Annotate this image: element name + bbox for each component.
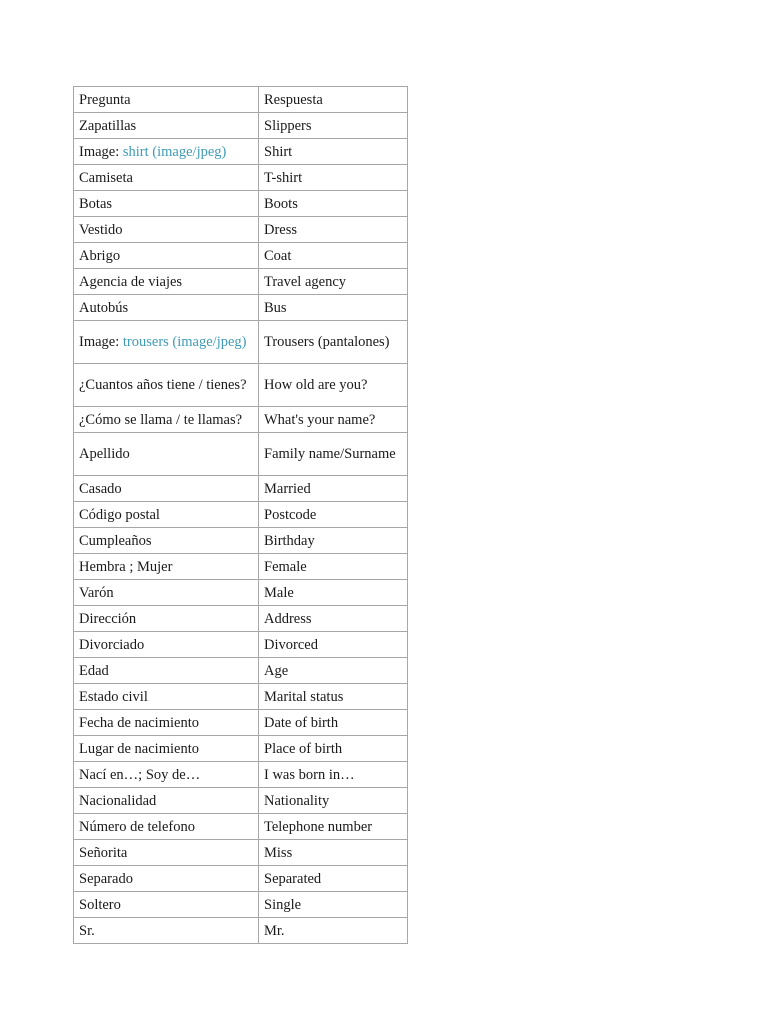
- answer-cell: Place of birth: [259, 736, 408, 762]
- answer-cell: Married: [259, 476, 408, 502]
- question-cell: Camiseta: [74, 165, 259, 191]
- table-row: [74, 606, 408, 632]
- question-cell: Botas: [74, 191, 259, 217]
- question-cell: Hembra ; Mujer: [74, 554, 259, 580]
- answer-cell: Dress: [259, 217, 408, 243]
- table-row: [74, 476, 408, 502]
- question-cell: Agencia de viajes: [74, 269, 259, 295]
- table-row: [74, 762, 408, 788]
- question-cell: ¿Cuantos años tiene / tienes?: [74, 364, 259, 407]
- table-row: [74, 580, 408, 606]
- question-cell: Edad: [74, 658, 259, 684]
- answer-cell: Nationality: [259, 788, 408, 814]
- table-row: [74, 407, 408, 433]
- table-row: [74, 165, 408, 191]
- table-row: [74, 840, 408, 866]
- question-cell: Abrigo: [74, 243, 259, 269]
- table-row: [74, 191, 408, 217]
- answer-cell: Male: [259, 580, 408, 606]
- table-row: [74, 658, 408, 684]
- table-row: [74, 364, 408, 407]
- answer-cell: Address: [259, 606, 408, 632]
- table-row: [74, 321, 408, 364]
- table-row: [74, 918, 408, 944]
- table-row: [74, 710, 408, 736]
- question-cell: Lugar de nacimiento: [74, 736, 259, 762]
- answer-cell: Family name/Surname: [259, 433, 408, 476]
- question-cell: Zapatillas: [74, 113, 259, 139]
- image-prefix: Image:: [79, 143, 123, 160]
- table-row: [74, 243, 408, 269]
- answer-cell: Miss: [259, 840, 408, 866]
- header-answer: Respuesta: [259, 87, 408, 113]
- answer-cell: Age: [259, 658, 408, 684]
- answer-cell: I was born in…: [259, 762, 408, 788]
- table-row: [74, 528, 408, 554]
- table-row: [74, 502, 408, 528]
- table-row: [74, 892, 408, 918]
- table-row: [74, 632, 408, 658]
- table-row: [74, 554, 408, 580]
- question-cell: Fecha de nacimiento: [74, 710, 259, 736]
- table-row: [74, 217, 408, 243]
- question-cell: Dirección: [74, 606, 259, 632]
- table-row: [74, 736, 408, 762]
- answer-cell: Single: [259, 892, 408, 918]
- question-cell: Varón: [74, 580, 259, 606]
- answer-cell: Telephone number: [259, 814, 408, 840]
- table-row: [74, 433, 408, 476]
- answer-cell: Divorced: [259, 632, 408, 658]
- question-cell: Código postal: [74, 502, 259, 528]
- answer-cell: Mr.: [259, 918, 408, 944]
- answer-cell: Coat: [259, 243, 408, 269]
- answer-cell: T-shirt: [259, 165, 408, 191]
- question-cell: Cumpleaños: [74, 528, 259, 554]
- table-row: [74, 814, 408, 840]
- answer-cell: Postcode: [259, 502, 408, 528]
- table-row: [74, 788, 408, 814]
- question-cell: Casado: [74, 476, 259, 502]
- vocabulary-table: [73, 86, 408, 944]
- question-cell: Señorita: [74, 840, 259, 866]
- table-row: [74, 139, 408, 165]
- header-question: Pregunta: [74, 87, 259, 113]
- question-cell: Separado: [74, 866, 259, 892]
- question-cell: Vestido: [74, 217, 259, 243]
- image-prefix: Image:: [79, 334, 123, 350]
- answer-cell: Marital status: [259, 684, 408, 710]
- question-cell: Apellido: [74, 433, 259, 476]
- table-row: [74, 866, 408, 892]
- question-cell: [74, 321, 259, 364]
- question-cell: Estado civil: [74, 684, 259, 710]
- question-cell: Soltero: [74, 892, 259, 918]
- answer-cell: What's your name?: [259, 407, 408, 433]
- answer-cell: Boots: [259, 191, 408, 217]
- question-cell: Número de telefono: [74, 814, 259, 840]
- question-cell: Sr.: [74, 918, 259, 944]
- table-row: [74, 684, 408, 710]
- image-link-shirt[interactable]: shirt (image/jpeg): [122, 143, 227, 160]
- table-row: [74, 113, 408, 139]
- question-cell: Divorciado: [74, 632, 259, 658]
- image-link-trousers[interactable]: trousers (image/jpeg): [122, 334, 247, 350]
- answer-cell: Bus: [259, 295, 408, 321]
- table-row: [74, 295, 408, 321]
- answer-cell: Date of birth: [259, 710, 408, 736]
- question-cell: ¿Cómo se llama / te llamas?: [74, 407, 259, 433]
- answer-cell: Travel agency: [259, 269, 408, 295]
- question-cell: Nacionalidad: [74, 788, 259, 814]
- answer-cell: Trousers (pantalones): [259, 321, 408, 364]
- answer-cell: Slippers: [259, 113, 408, 139]
- answer-cell: Female: [259, 554, 408, 580]
- answer-cell: Separated: [259, 866, 408, 892]
- table-row: [74, 269, 408, 295]
- answer-cell: How old are you?: [259, 364, 408, 407]
- answer-cell: Shirt: [259, 139, 408, 165]
- question-cell: [74, 139, 259, 165]
- table-header-row: [74, 87, 408, 113]
- question-cell: Nací en…; Soy de…: [74, 762, 259, 788]
- question-cell: Autobús: [74, 295, 259, 321]
- answer-cell: Birthday: [259, 528, 408, 554]
